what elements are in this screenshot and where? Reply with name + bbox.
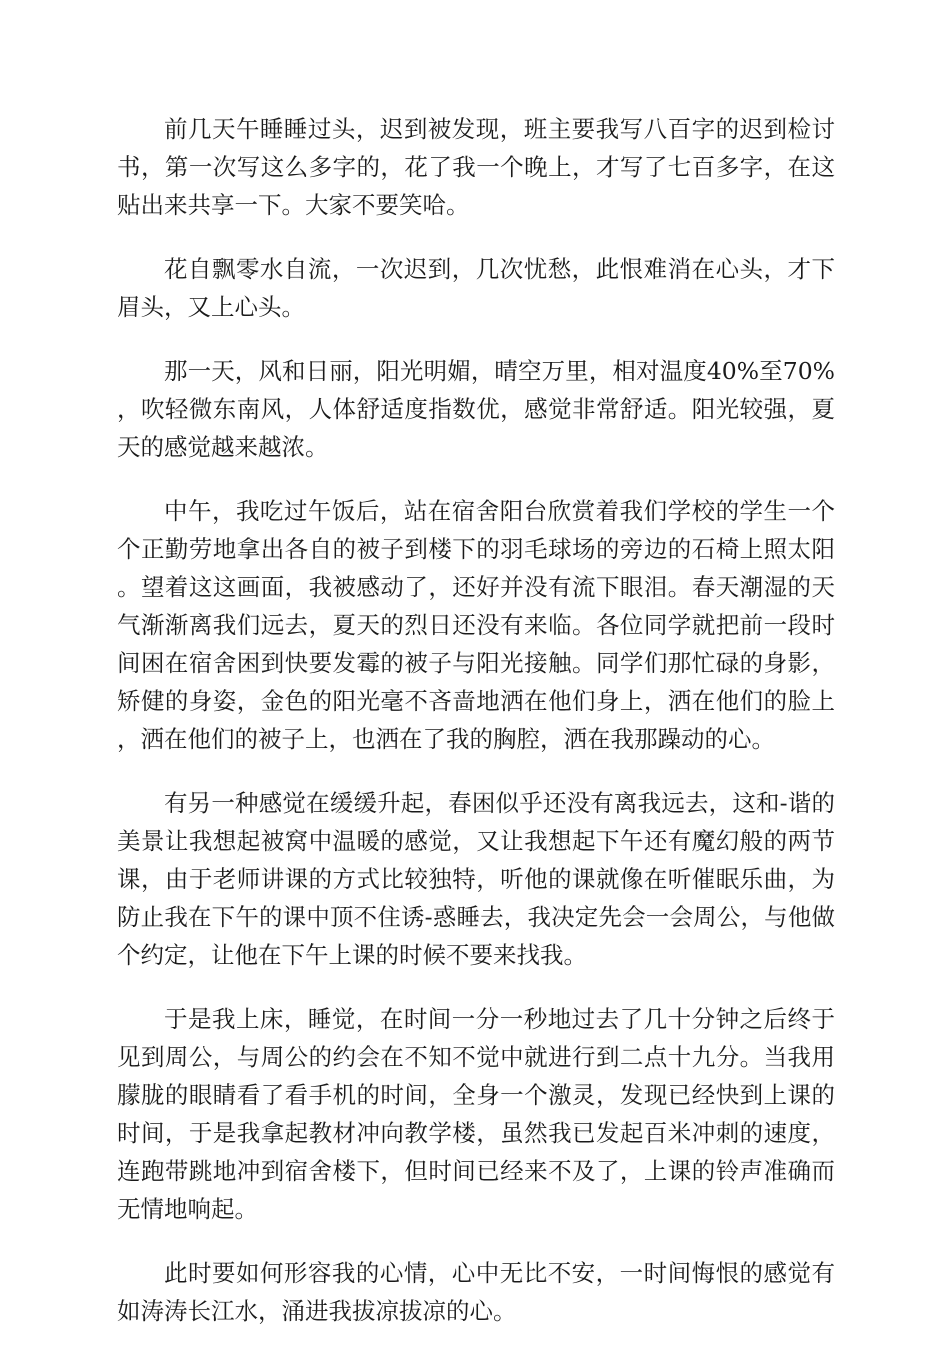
paragraph-1: 前几天午睡睡过头，迟到被发现，班主要我写八百字的迟到检讨书，第一次写这么多字的，花了我一个晚上，才写了七百多字，在这贴出来共享一下。大家不要笑哈。: [117, 115, 835, 219]
document-body: [117, 110, 835, 1356]
paragraph-2: 花自飘零水自流，一次迟到，几次忧愁，此恨难消在心头，才下眉头，又上心头。: [117, 255, 835, 321]
paragraph-4: 中午，我吃过午饭后，站在宿舍阳台欣赏着我们学校的学生一个个正勤劳地拿出各自的被子到楼下的羽毛球场的旁边的石椅上照太阳。望着这这画面，我被感动了，还好并没有流下眼泪。春天潮湿的天气渐渐离我们远去，夏天的烈日还没有来临。各位同学就把前一段时间困在宿舍困到快要发霉的被子与阳光接触。同学们那忙碌的身影，矫健的身姿，金色的阳光毫不吝啬地洒在他们身上，洒在他们的脸上，洒在他们的被子上，也洒在了我的胸腔，洒在我那躁动的心。: [117, 497, 835, 753]
paragraph-5: 有另一种感觉在缓缓升起，春困似乎还没有离我远去，这和-谐的美景让我想起被窝中温暖的感觉，又让我想起下午还有魔幻般的两节课，由于老师讲课的方式比较独特，听他的课就像在听催眠乐曲，为防止我在下午的课中顶不住诱-惑睡去，我决定先会一会周公，与他做个约定，让他在下午上课的时候不要来找我。: [117, 789, 835, 969]
paragraph-3: 那一天，风和日丽，阳光明媚，晴空万里，相对温度40%至70%，吹轻微东南风，人体舒适度指数优，感觉非常舒适。阳光较强，夏天的感觉越来越浓。: [117, 357, 835, 461]
paragraph-7: 此时要如何形容我的心情，心中无比不安，一时间悔恨的感觉有如涛涛长江水，涌进我拔凉拔凉的心。: [117, 1259, 835, 1325]
paragraph-6: 于是我上床，睡觉，在时间一分一秒地过去了几十分钟之后终于见到周公，与周公的约会在不知不觉中就进行到二点十九分。当我用朦胧的眼睛看了看手机的时间，全身一个激灵，发现已经快到上课的时间，于是我拿起教材冲向教学楼，虽然我已发起百米冲刺的速度，连跑带跳地冲到宿舍楼下，但时间已经来不及了，上课的铃声准确而无情地响起。: [117, 1005, 835, 1223]
